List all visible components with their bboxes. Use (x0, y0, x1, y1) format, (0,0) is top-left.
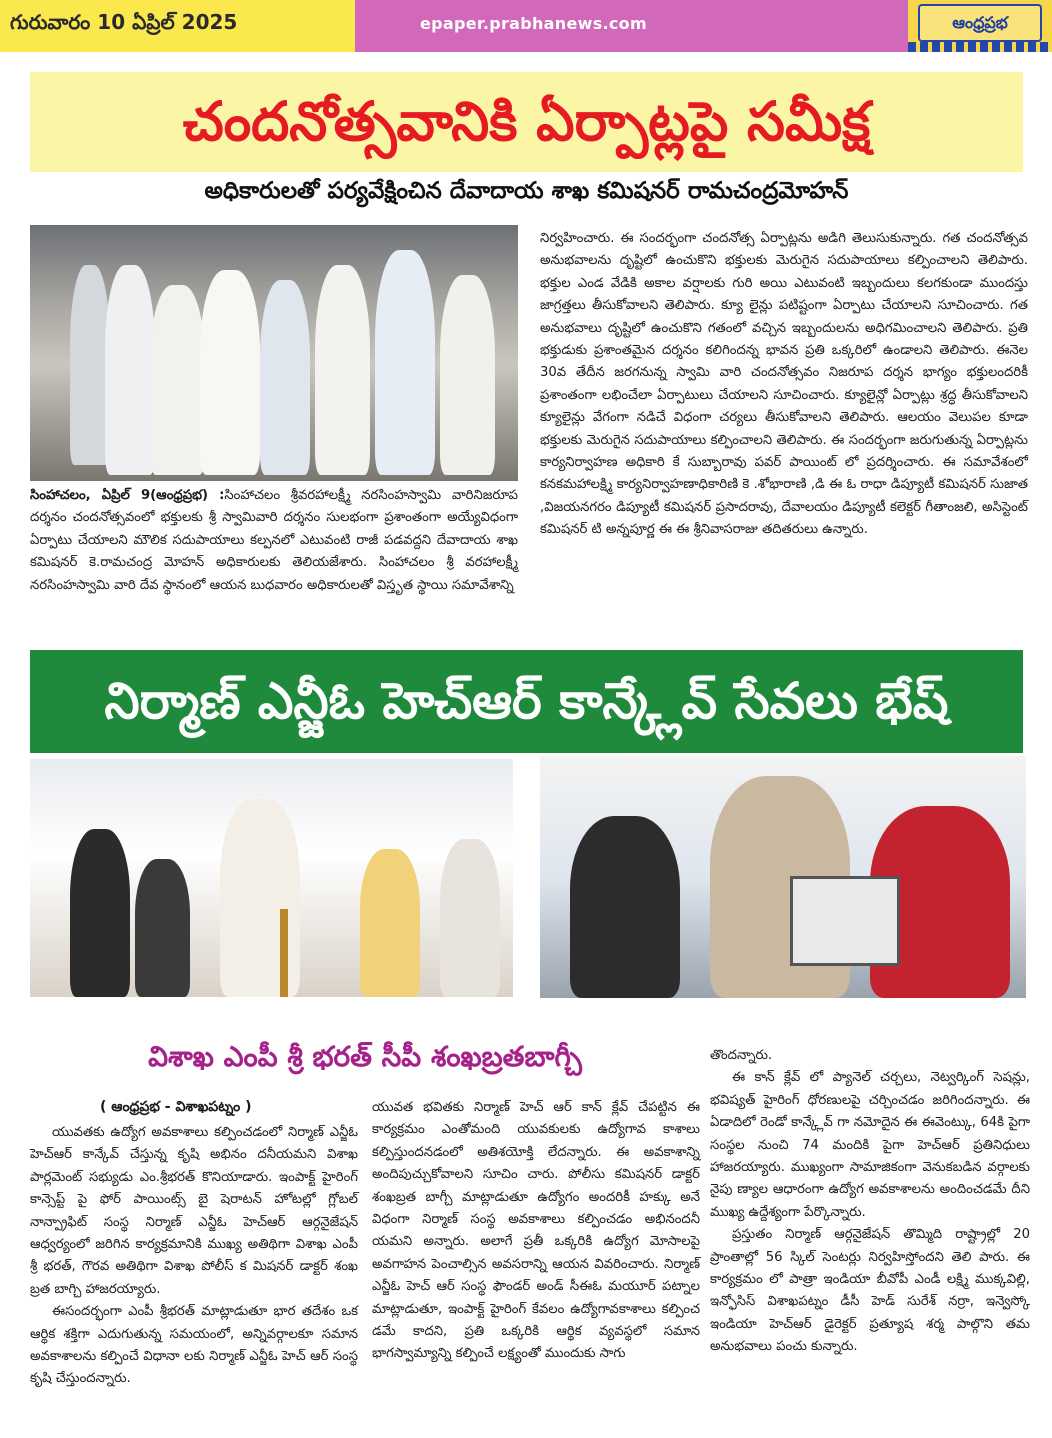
article1-subheadline: అధికారులతో పర్యవేక్షించిన దేవాదాయ శాఖ కమిషనర్ రామచంద్రమోహన్ (204, 178, 849, 204)
article2-column-1 (30, 1122, 358, 1391)
logo-decoration (908, 42, 1052, 52)
article1-dateline: సింహాచలం, ఏప్రిల్ 9(ఆంధ్రప్రభ) : (30, 488, 225, 503)
masthead-logo[interactable]: ఆంధ్రప్రభ (918, 4, 1042, 42)
paragraph: యువతకు ఉద్యోగ అవకాశాలు కల్పించడంలో నిర్మాణ్ ఎన్జీఓ హెచ్ఆర్ కాన్కేవ్ చేస్తున్న కృషి అభినం దనీయమని విశాఖ పార్లమెంట్ సభ్యుడు ఎం.శ్రీభరత్ కొనియాడారు. ఇంపాక్ట్ హైరింగ్ కాన్సెప్ట్ పై ఫోర్ పాయింట్స్ బై షెరాటన్ హోటల్లో గ్లోబల్ నాన్ప్రాఫిట్ సంస్థ నిర్మాణ్ ఎన్జీఓ హెచ్ఆర్ ఆర్గనైజేషన్ ఆధ్వర్యంలో జరిగిన కార్యక్రమానికి ముఖ్య అతిథిగా విశాఖ ఎంపీ శ్రీ భరత్, గౌరవ అతిథిగా విశాఖ పోలీస్ క మిషనర్ డాక్టర్ శంఖ బ్రత బాగ్చి హాజరయ్యారు. (30, 1125, 358, 1297)
article1-photo (30, 225, 518, 481)
epaper-url[interactable]: epaper.prabhanews.com (420, 14, 647, 33)
article2-column-2: యువత భవితకు నిర్మాణ్ హెచ్ ఆర్ కాన్ క్లేవ్ చేపట్టిన ఈ కార్యక్రమం ఎంతోమంది యువకులకు ఉద్యోగావ కాశాలు కల్పిస్తుందనడంలో అతిశయోక్తి లేదన్నారు. ఈ అవకాశాన్ని అందిపుచ్చుకోవాలని సూచిం చారు. పోలీసు కమిషనర్ డాక్టర్ శంఖబ్రత బాగ్చీ మాట్లాడుతూ ఉద్యోగం అందరికీ హక్కు అనే విధంగా నిర్మాణ్ సంస్థ అవకాశాలు కల్పించడం అభినందనీ యమని అన్నారు. అలాగే ప్రతీ ఒక్కరికి ఉద్యోగ మోసాలపై అవగాహన పెంచాల్సిన అవసరాన్ని ఆయన వివరించారు. నిర్మాణ్ ఎన్జీఓ హెచ్ ఆర్ సంస్థ ఫౌండర్ అండ్ సీఈఓ మయూర్ పట్నాల మాట్లాడుతూ, ఇంపాక్ట్ హైరింగ్ కేవలం ఉద్యోగావకాశాలు కల్పించ డమే కాదని, ప్రతి ఒక్కరికి ఆర్థిక వ్యవస్థలో సమాన భాగస్వామ్యాన్ని కల్పించే లక్ష్యంతో ముందుకు సాగు (372, 1100, 700, 1362)
article1-body: నిర్వహించారు. ఈ సందర్భంగా చందనోత్స ఏర్పాట్లను అడిగి తెలుసుకున్నారు. గత చందనోత్సవ అనుభవాలను దృష్టిలో ఉంచుకొని భక్తులకు మెరుగైన సదుపాయాలు కల్పించాలని తెలిపారు. భక్తుల ఎండ వేడికి అకాల వర్షాలకు గురి అయి ఎటువంటి ఇబ్బందులు కలగకుండా ముందస్తు జాగ్రత్తలు తీసుకోవాలని తెలిపారు. క్యూ లైన్లు పటిష్టంగా ఏర్పాటు చేయాలని సూచించారు. గత అనుభవాలు దృష్టిలో ఉంచుకొని గతంలో వచ్చిన ఇబ్బందులను అధిగమించాలని తెలిపారు. ప్రతి భక్తుడుకు ప్రశాంతమైన దర్శనం కలిగిందన్న భావన ప్రతి ఒక్కరిలో ఉండాలని తెలిపారు. ఈనెల 30వ తేదీన జరగనున్న స్వామి వారి చందనోత్సవం నిజరూప దర్శన భాగ్యం భక్తులందరికీ ప్రశాంతంగా లభించేలా ఏర్పాటులు చేయాలని సూచించారు. క్యూలైన్లో ఏర్పాట్లు శ్రద్ధ తీసుకోవాలని క్యూలైన్లు వేగంగా నడిచే విధంగా చర్యలు తీసుకోవాలని తెలిపారు. ఆలయం వెలుపల కూడా భక్తులకు మెరుగైన సదుపాయాలు కల్పించాలని తెలిపారు. ఈ సందర్భంగా జరుగుతున్న ఏర్పాట్లను కార్యనిర్వాహణ అధికారి కే సుబ్బారావు పవర్ పాయింట్ లో ప్రదర్శించారు. ఈ సమావేశంలో కనకమహాలక్ష్మి కార్యనిర్వాహణాధికారిణి కె .శోభారాణి ,డి ఈ ఓ రాధా డిప్యూటీ కమిషనర్ సుజాత ,విజయనగరం డిప్యూటీ కమిషనర్ ప్రసాదరావు, దేవాలయం డిప్యూటీ కలెక్టర్ గీతాంజలి, అసిస్టెంట్ కమిషనర్ టి అన్నపూర్ణ ఈ ఈ శ్రీనివాసరాజు తదితరులు ఉన్నారు. (540, 231, 1028, 538)
paragraph: ఈ కాన్ క్లేవ్ లో ప్యానెల్ చర్చలు, నెట్వర్కింగ్ సెషన్లు, భవిష్యత్ హైరింగ్ ధోరణులపై చర్చించడం జరిగిందన్నారు. ఈ ఏడాదిలో రెండో కాన్క్లేవ్ గా నమోదైన ఈ ఈవెంట్కు, 64కి పైగా సంస్థల నుంచి 74 మందికి పైగా హెచ్ఆర్ ప్రతినిధులు హాజరయ్యారు. ముఖ్యంగా సామాజికంగా వెనుకబడిన వర్గాలకు నైపు ణ్యాల ఆధారంగా ఉద్యోగ అవకాశాలను అందించడమే దీని ముఖ్య ఉద్దేశ్యంగా పేర్కొన్నారు. (710, 1070, 1030, 1220)
issue-date: గురువారం 10 ఏప్రిల్ 2025 (10, 10, 238, 34)
article1-caption-text: సింహాచలం శ్రీవరహాలక్ష్మీ నరసింహస్వామి వారినిజరూప దర్శనం చందనోత్సవంలో భక్తులకు శ్రీ స్వామివారి దర్శనం సులభంగా ప్రశాంతంగా అయ్యేవిధంగా ఏర్పాటు చేయాలని మౌలిక సదుపాయాలు కల్పనలో ఎటువంటి రాజీ పడవద్దని దేవాదాయ శాఖ కమిషనర్ కె.రామచంద్ర మోహన్ అధికారులకు తెలియజేశారు. సింహాచలం శ్రీ వరహాలక్ష్మీ నరసింహస్వామి వారి దేవ స్థానంలో ఆయన బుధవారం అధికారులతో విస్తృత స్థాయి సమావేశాన్ని (30, 488, 518, 593)
article2-column-3 (710, 1045, 1030, 1359)
article2-headline: నిర్మాణ్ ఎన్జీఓ హెచ్ఆర్ కాన్క్లేవ్ సేవలు భేష్ (104, 672, 949, 730)
paragraph: తొందన్నారు. (710, 1048, 773, 1063)
article2-photo-lamp-lighting (30, 759, 513, 997)
paragraph: ప్రస్తుతం నిర్మాణ్ ఆర్గనైజేషన్ తొమ్మిది రాష్ట్రాల్లో 20 ప్రాంతాల్లో 56 స్కిల్ సెంటర్లు నిర్వహిస్తోందని తెలి పారు. ఈ కార్యక్రమం లో పాత్రా ఇండియా బీవోపీ ఎండీ లక్ష్మి ముక్కవిల్లి, ఇన్ఫోసిస్ విశాఖపట్నం డీసీ హెడ్ సురేశ్ నర్రా, ఇన్వెస్కో ఇండియా హెచ్ఆర్ డైరెక్టర్ ప్రత్యూష శర్మ పాల్గొని తమ అనుభవాలు పంచు కున్నారు. (710, 1227, 1030, 1355)
article1-headline: చందనోత్సవానికి ఏర్పాట్లపై సమీక్ష (182, 90, 871, 153)
paragraph: ఈసందర్భంగా ఎంపీ శ్రీభరత్ మాట్లాడుతూ భార తదేశం ఒక ఆర్థిక శక్తిగా ఎదుగుతున్న సమయంలో, అన్నివర్గాలకూ సమాన అవకాశాలను కల్పించే విధానా లకు నిర్మాణ్ ఎన్జీఓ హెచ్ ఆర్ సంస్థ కృషి చేస్తుందన్నారు. (30, 1304, 358, 1387)
article2-subheadline: విశాఖ ఎంపీ శ్రీ భరత్ సీపీ శంఖబ్రతబాగ్చీ (148, 1040, 582, 1073)
article2-photo-felicitation (540, 756, 1026, 998)
article1-caption (30, 485, 518, 597)
article2-dateline: ( ఆంధ్రప్రభ - విశాఖపట్నం ) (100, 1099, 252, 1115)
